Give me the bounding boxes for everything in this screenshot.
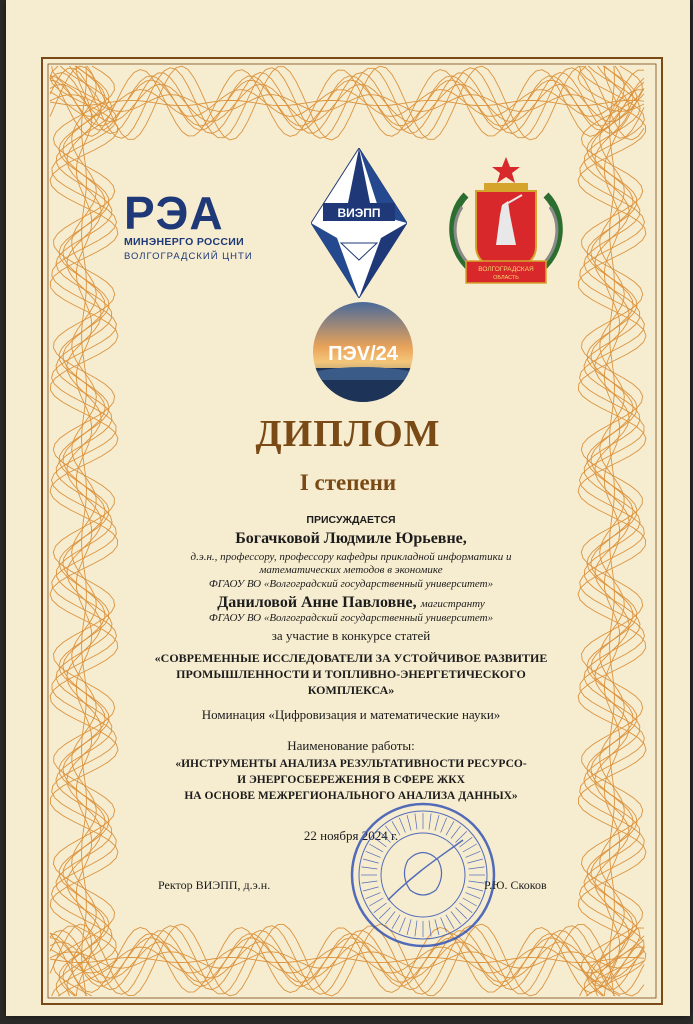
work-title — [136, 756, 566, 804]
recipient2 — [136, 594, 566, 612]
participation-text: за участие в конкурсе статей — [271, 628, 431, 643]
diploma-title: ДИПЛОМ — [255, 413, 441, 455]
volgograd-region-emblem — [436, 155, 576, 295]
recipient2-title: магистранту — [420, 598, 485, 610]
rea-logo-mark: РЭА — [124, 187, 224, 239]
pev-logo-text: ПЭV/24 — [328, 343, 398, 365]
recipient1-name: Богачковой Людмиле Юрьевне, — [235, 530, 467, 547]
recipient1-title-line2: математических методов в экономике — [259, 564, 443, 576]
recipient2-org: ФГАОУ ВО «Волгоградский государственный университет» — [208, 612, 494, 624]
recipient1-title — [136, 551, 566, 577]
recipient1-org: ФГАОУ ВО «Волгоградский государственный университет» — [208, 578, 494, 590]
work-title-line1: «ИНСТРУМЕНТЫ АНАЛИЗА РЕЗУЛЬТАТИВНОСТИ РЕСУРСО- — [175, 758, 527, 770]
contest-title — [136, 650, 566, 698]
work-title-line3: НА ОСНОВЕ МЕЖРЕГИОНАЛЬНОГО АНАЛИЗА ДАННЫХ» — [184, 790, 518, 802]
awarded-label: ПРИСУЖДАЕТСЯ — [306, 514, 396, 526]
vieapp-diamond-logo — [311, 148, 407, 298]
official-stamp — [348, 800, 498, 950]
recipient1-title-line1: д.э.н., профессору, профессору кафедры прикладной информатики и — [190, 551, 512, 563]
contest-title-line2: ПРОМЫШЛЕННОСТИ И ТОПЛИВНО-ЭНЕРГЕТИЧЕСКОГО — [176, 667, 526, 681]
emblem-ribbon-text-2: ОБЛАСТЬ — [493, 275, 519, 281]
vieapp-logo-text: ВИЭПП — [337, 206, 381, 220]
rea-logo-subtitle: МИНЭНЕРГО РОССИИ — [124, 236, 244, 248]
nomination-text: Номинация «Цифровизация и математические науки» — [201, 707, 501, 722]
diploma-degree: I степени — [299, 470, 397, 495]
rector-label: Ректор ВИЭПП, д.э.н. — [158, 878, 271, 892]
contest-title-line1: «СОВРЕМЕННЫЕ ИССЛЕДОВАТЕЛИ ЗА УСТОЙЧИВОЕ РАЗВИТИЕ — [154, 651, 548, 665]
work-title-line2: И ЭНЕРГОСБЕРЕЖЕНИЯ В СФЕРЕ ЖКХ — [237, 774, 465, 786]
emblem-ribbon-text-1: ВОЛГОГРАДСКАЯ — [478, 266, 534, 273]
work-label: Наименование работы: — [287, 738, 415, 753]
pev24-round-logo — [311, 300, 415, 404]
diploma-date: 22 ноября 2024 г. — [303, 828, 399, 843]
rector-name: Р.Ю. Скоков — [484, 878, 547, 892]
diploma-paper — [6, 0, 690, 1016]
recipient2-name: Даниловой Анне Павловне, — [217, 594, 417, 611]
contest-title-line3: КОМПЛЕКСА» — [307, 683, 395, 697]
rea-logo-city: ВОЛГОГРАДСКИЙ ЦНТИ — [124, 251, 253, 262]
rea-logo — [124, 187, 299, 262]
